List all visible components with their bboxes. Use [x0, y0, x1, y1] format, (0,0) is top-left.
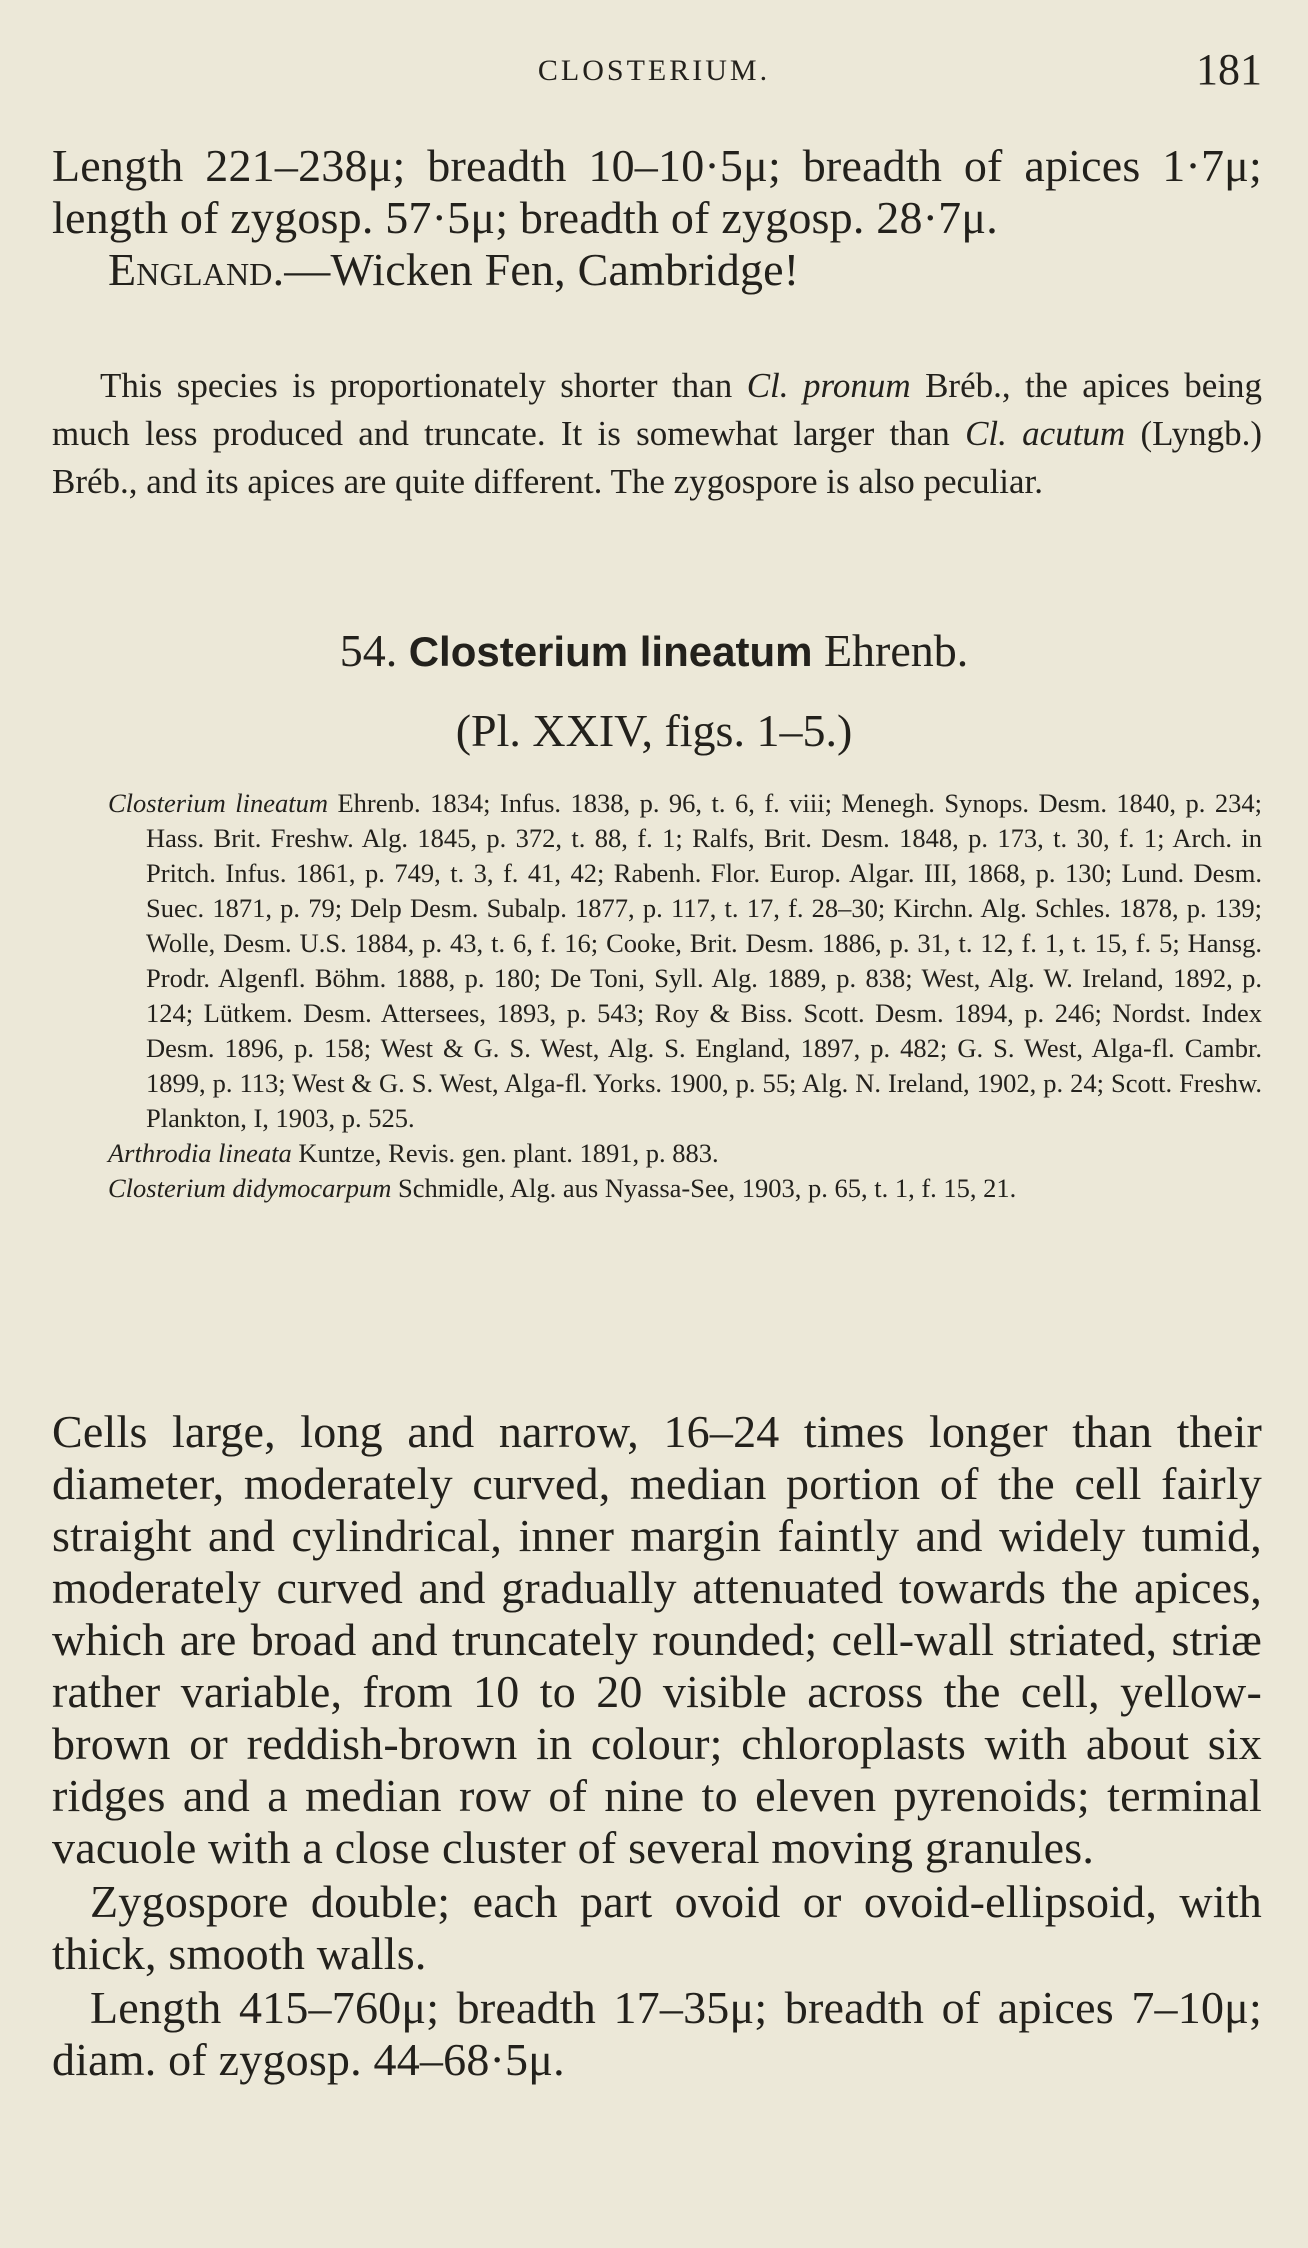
synonym-citations: Schmidle, Alg. aus Nyassa-See, 1903, p. 65, t. 1, f. 15, 21. — [391, 1173, 1017, 1203]
synonymy-entry — [108, 786, 1262, 1136]
synonym-taxon: Closterium didymocarpum — [108, 1173, 392, 1203]
note-taxon1: Cl. pronum — [746, 366, 911, 405]
synonymy-entry — [108, 1136, 1262, 1171]
plate-reference: (Pl. XXIV, figs. 1–5.) — [455, 705, 853, 756]
synonymy-list — [108, 786, 1262, 1206]
note-paragraph — [52, 362, 1262, 506]
synonym-citations: Ehrenb. 1834; Infus. 1838, p. 96, t. 6, f. viii; Menegh. Synops. Desm. 1840, p. 234; Hass. Brit. Freshw. Alg. 1845, p. 372, t. 88, f. 1; Ralfs, Brit. Desm. 1848, p. 173, t. 30, f. 1; Arch. in Pritch. Infus. 1861, p. 749, t. 3, f. 41, 42; Rabenh. Flor. Europ. Algar. III, 1868, p. 130; Lund. Desm. Suec. 1871, p. 79; Delp Desm. Subalp. 1877, p. 117, t. 17, f. 28–30; Kirchn. Alg. Schles. 1878, p. 139; Wolle, Desm. U.S. 1884, p. 43, t. 6, f. 16; Cooke, Brit. Desm. 1886, p. 31, t. 12, f. 1, t. 15, f. 5; Hansg. Prodr. Algenfl. Böhm. 1888, p. 180; De Toni, Syll. Alg. 1889, p. 838; West, Alg. W. Ireland, 1892, p. 124; Lütkem. Desm. Attersees, 1893, p. 543; Roy & Biss. Scott. Desm. 1894, p. 246; Nordst. Index Desm. 1896, p. 158; West & G. S. West, Alg. S. England, 1897, p. 482; G. S. West, Alga-fl. Cambr. 1899, p. 113; West & G. S. West, Alga-fl. Yorks. 1900, p. 55; Alg. N. Ireland, 1902, p. 24; Scott. Freshw. Plankton, I, 1903, p. 525. — [146, 788, 1262, 1133]
cell-description: Cells large, long and narrow, 16–24 times longer than their diameter, moderately curved, median portion of the cell fairly straight and cylindrical, inner margin faintly and widely tumid, moderately curved and gradually attenuated towards the apices, which are broad and truncately rounded; cell-wall striated, striæ rather variable, from 10 to 20 visible across the cell, yellow-brown or reddish-brown in colour; chloroplasts with about six ridges and a median row of nine to eleven pyrenoids; terminal vacuole with a close cluster of several moving granules. — [52, 1406, 1262, 1873]
note-part1: This species is proportionately shorter than — [100, 366, 747, 405]
note-part2: Bréb., the apices being much less produced and truncate. It is somewhat larger than — [52, 366, 1262, 453]
page-number: 181 — [1196, 45, 1262, 94]
synonym-taxon: Closterium lineatum — [108, 788, 328, 818]
measurement-line: Length 221–238μ; breadth 10–10·5μ; breadth of apices 1·7μ; length of zygosp. 57·5μ; breadth of zygosp. 28·7μ. — [52, 140, 1262, 243]
running-head-title: CLOSTERIUM. — [537, 54, 771, 87]
measurement-description: Length 415–760μ; breadth 17–35μ; breadth of apices 7–10μ; diam. of zygosp. 44–68·5μ. — [52, 1982, 1262, 2085]
synonym-citations: Kuntze, Revis. gen. plant. 1891, p. 883. — [291, 1138, 719, 1168]
running-head — [0, 44, 1308, 104]
species-authority: Ehrenb. — [823, 625, 969, 676]
species-number: 54. — [339, 625, 398, 676]
species-description — [52, 1406, 1262, 2088]
species-heading — [0, 624, 1308, 677]
synonym-taxon: Arthrodia lineata — [108, 1138, 292, 1168]
locality-line — [52, 244, 1262, 296]
locality-label: England. — [108, 244, 285, 295]
note-taxon2: Cl. acutum — [965, 414, 1126, 453]
measurement-block — [52, 140, 1262, 296]
species-note — [52, 362, 1262, 506]
species-name: Closterium lineatum — [408, 628, 813, 675]
locality-text: —Wicken Fen, Cambridge! — [284, 244, 800, 295]
zygospore-description: Zygospore double; each part ovoid or ovoid-ellipsoid, with thick, smooth walls. — [52, 1876, 1262, 1979]
synonymy-entry — [108, 1171, 1262, 1206]
note-part3: (Lyngb.) Bréb., and its apices are quite different. The zygospore is also peculiar. — [52, 414, 1262, 501]
